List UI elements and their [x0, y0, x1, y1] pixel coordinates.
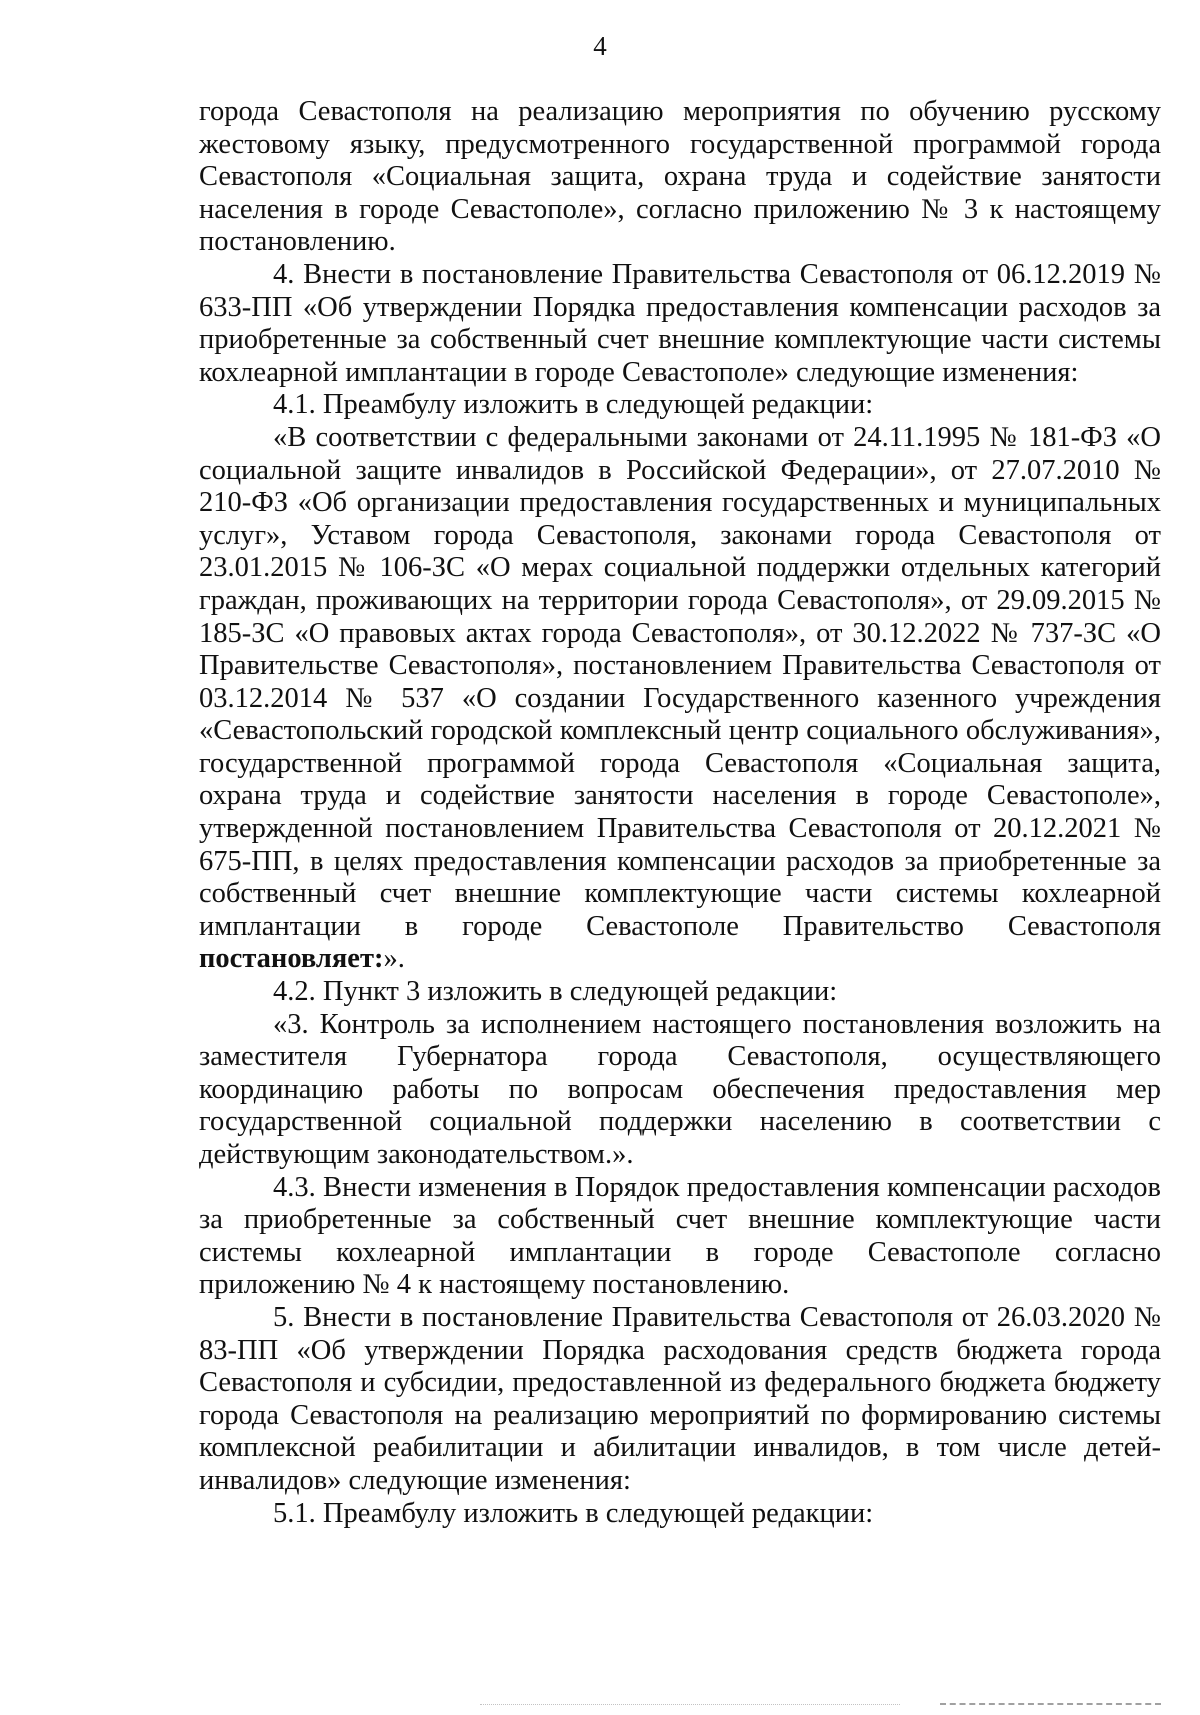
paragraph-item-4-1 [199, 389, 1161, 422]
paragraph-item-4 [199, 259, 1161, 389]
document-body [199, 96, 1161, 1530]
scan-artifact-line [940, 1703, 1161, 1705]
paragraph-item-5 [199, 1302, 1161, 1498]
paragraph-item-4-3 [199, 1172, 1161, 1302]
paragraph-item-5-1 [199, 1498, 1161, 1531]
resolves-keyword: постановляет: [199, 943, 384, 975]
paragraph-intro [199, 96, 1161, 259]
paragraph-text: 4. Внести в постановление Правительства Севастополя от 06.12.2019 № 633-ПП «Об утверждении Порядка предоставления компенсации расходов за приобретенные за собственный счет внешние комплектующие части системы кохлеарной имплантации в городе Севастополе» следующие изменения: [199, 258, 1161, 388]
paragraph-text: «3. Контроль за исполнением настоящего постановления возложить на заместителя Губернатора города Севастополя, осуществляющего координацию работы по вопросам обеспечения предоставления мер государственной социальной поддержки населению в соответствии с действующим законодательством.». [199, 1008, 1161, 1170]
paragraph-text: 5.1. Преамбулу изложить в следующей редакции: [273, 1497, 874, 1529]
paragraph-text: «В соответствии с федеральными законами от 24.11.1995 № 181-ФЗ «О социальной защите инвалидов в Российской Федерации», от 27.07.2010 № 210-ФЗ «Об организации предоставления государственных и муниципальных услуг», Уставом города Севастополя, законами города Севастополя от 23.01.2015 № 106-ЗС «О мерах социальной поддержки отдельных категорий граждан, проживающих на территории города Севастополя», от 29.09.2015 № 185-ЗС «О правовых актах города Севастополя», от 30.12.2022 № 737-ЗС «О Правительстве Севастополя», постановлением Правительства Севастополя от 03.12.2014 № 537 «О создании Государственного казенного учреждения «Севастопольский городской комплексный центр социального обслуживания», государственной программой города Севастополя «Социальная защита, охрана труда и содействие занятости населения в городе Севастополе», утвержденной постановлением Правительства Севастополя от 20.12.2021 № 675-ПП, в целях предоставления компенсации расходов за приобретенные за собственный счет внешние комплектующие части системы кохлеарной имплантации в городе Севастополе Правительство Севастополя [199, 421, 1161, 942]
paragraph-text: 5. Внести в постановление Правительства Севастополя от 26.03.2020 № 83-ПП «Об утверждении Порядка расходования средств бюджета города Севастополя и субсидии, предоставленной из федерального бюджета бюджету города Севастополя на реализацию мероприятий по формированию системы комплексной реабилитации и абилитации инвалидов, в том числе детей-инвалидов» следующие изменения: [199, 1301, 1161, 1496]
paragraph-text: 4.2. Пункт 3 изложить в следующей редакции: [273, 976, 838, 1008]
page-number: 4 [593, 31, 607, 61]
scan-artifact-line [480, 1704, 900, 1705]
paragraph-text: города Севастополя на реализацию мероприятия по обучению русскому жестовому языку, предусмотренного государственной программой города Севастополя «Социальная защита, охрана труда и содействие занятости населения в городе Севастополе», согласно приложению № 3 к настоящему постановлению. [199, 96, 1161, 258]
paragraph-control-quote [199, 1009, 1161, 1172]
paragraph-text: 4.1. Преамбулу изложить в следующей редакции: [273, 389, 874, 421]
paragraph-text: 4.3. Внести изменения в Порядок предоставления компенсации расходов за приобретенные за собственный счет внешние комплектующие части системы кохлеарной имплантации в городе Севастополе согласно приложению № 4 к настоящему постановлению. [199, 1171, 1161, 1301]
quote-closing: ». [383, 943, 405, 975]
paragraph-item-4-2 [199, 976, 1161, 1009]
paragraph-preamble-quote [199, 422, 1161, 976]
